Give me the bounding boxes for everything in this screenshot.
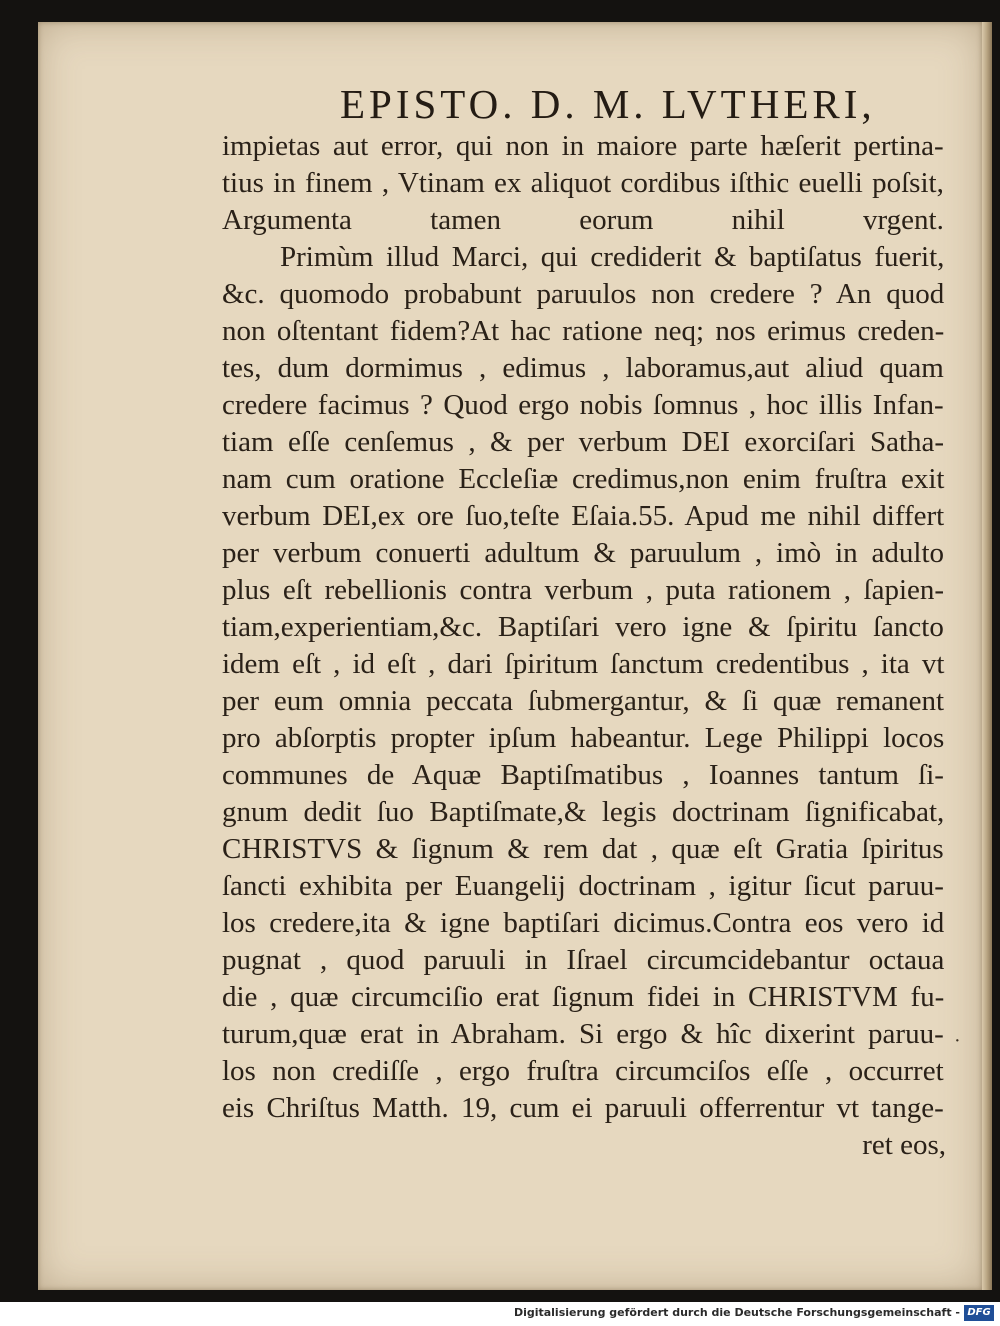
funding-credit: Digitalisierung gefördert durch die Deutsche Forschungsgemeinschaft - bbox=[513, 1306, 960, 1319]
text-line: tes, dum dormimus , edimus , laboramus,aut aliud quam bbox=[222, 352, 944, 384]
text-line: Argumenta tamen eorum nihil vrgent. bbox=[222, 204, 944, 236]
text-line: tiam,experientiam,&c. Baptiſari vero igne & ſpiritu ſancto bbox=[222, 611, 944, 643]
text-line: impietas aut error, qui non in maiore parte hæſerit pertina- bbox=[222, 130, 944, 162]
text-line: eis Chriſtus Matth. 19, cum ei paruuli offerrentur vt tange- bbox=[222, 1092, 944, 1124]
text-line: ſancti exhibita per Euangelij doctrinam , igitur ſicut paruu- bbox=[222, 870, 944, 902]
text-line: nam cum oratione Eccleſiæ credimus,non enim fruſtra exit bbox=[222, 463, 945, 495]
text-line: CHRISTVS & ſignum & rem dat , quæ eſt Gratia ſpiritus bbox=[222, 833, 944, 865]
body-text bbox=[222, 128, 952, 1164]
text-line: &c. quomodo probabunt paruulos non credere ? An quod bbox=[222, 278, 945, 310]
text-line: turum,quæ erat in Abraham. Si ergo & hîc dixerint paruu- bbox=[222, 1018, 944, 1050]
text-line: pro abſorptis propter ipſum habeantur. Lege Philippi locos bbox=[222, 722, 945, 754]
page-edge bbox=[982, 22, 992, 1290]
text-line: communes de Aquæ Baptiſmatibus , Ioannes tantum ſi- bbox=[222, 759, 944, 791]
running-head: EPISTO. D. M. LVTHERI, bbox=[340, 81, 876, 127]
footer-bar bbox=[0, 1302, 1000, 1326]
margin-mark: · bbox=[954, 1030, 961, 1052]
dfg-logo: DFG bbox=[964, 1305, 994, 1321]
text-line: plus eſt rebellionis contra verbum , puta rationem , ſapien- bbox=[222, 574, 945, 606]
text-line: die , quæ circumciſio erat ſignum fidei in CHRISTVM fu- bbox=[222, 981, 945, 1013]
text-line: verbum DEI,ex ore ſuo,teſte Eſaia.55. Apud me nihil differt bbox=[222, 500, 945, 532]
text-line: credere facimus ? Quod ergo nobis ſomnus , hoc illis Infan- bbox=[222, 389, 944, 421]
text-line: pugnat , quod paruuli in Iſrael circumcidebantur octaua bbox=[222, 944, 945, 976]
text-line: tiam eſſe cenſemus , & per verbum DEI exorciſari Satha- bbox=[222, 426, 945, 458]
text-line: gnum dedit ſuo Baptiſmate,& legis doctrinam ſignificabat, bbox=[222, 796, 945, 828]
text-line: Primùm illud Marci, qui crediderit & baptiſatus fuerit, bbox=[280, 241, 945, 273]
text-line: idem eſt , id eſt , dari ſpiritum ſanctum credentibus , ita vt bbox=[222, 648, 945, 680]
text-line: non oſtentant fidem?At hac ratione neq; nos erimus creden- bbox=[222, 315, 945, 347]
catchword: ret eos, bbox=[862, 1129, 946, 1161]
text-line: per verbum conuerti adultum & paruulum , imò in adulto bbox=[222, 537, 945, 569]
text-line: per eum omnia peccata ſubmergantur, & ſi quæ remanent bbox=[222, 685, 945, 717]
text-line: tius in finem , Vtinam ex aliquot cordibus iſthic euelli poſsit, bbox=[222, 167, 944, 199]
text-line: los credere,ita & igne baptiſari dicimus.Contra eos vero id bbox=[222, 907, 945, 939]
text-line: los non crediſſe , ergo fruſtra circumciſos eſſe , occurret bbox=[222, 1055, 944, 1087]
